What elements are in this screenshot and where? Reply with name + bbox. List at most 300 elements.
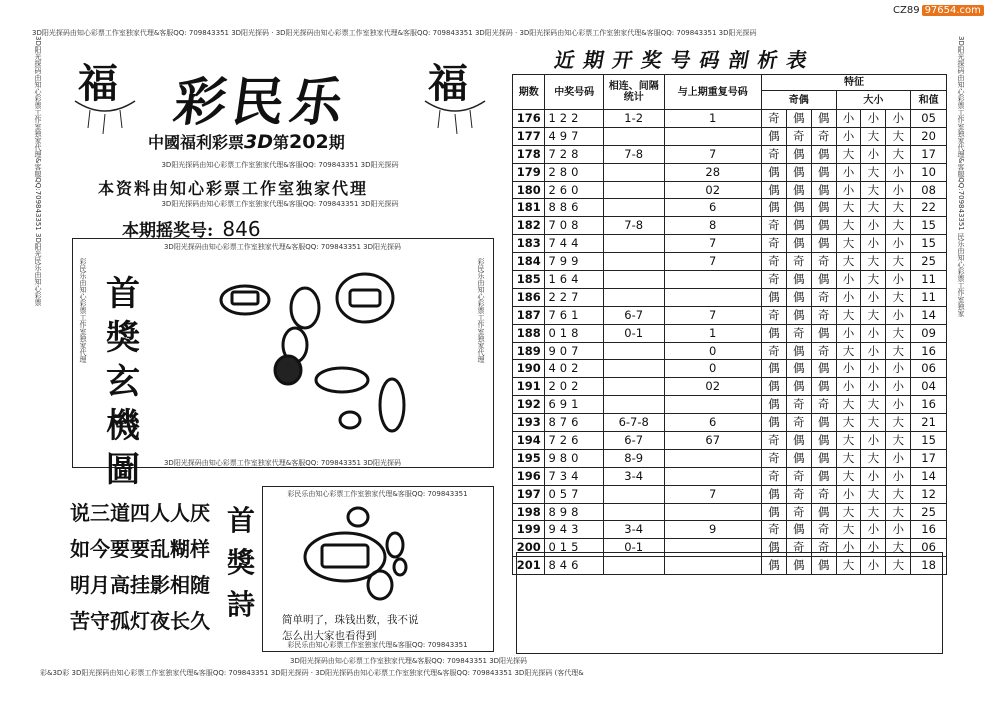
cell-big-small: 小 bbox=[861, 217, 886, 235]
cell-issue: 190 bbox=[513, 360, 545, 378]
table-row bbox=[513, 253, 947, 271]
bottom-watermark: 彩&3D彩 3D阳光探码由知心彩票工作室独家代理&客服QQ: 709843351 3D阳光探码 · 3D阳光探码由知心彩票工作室独家代理&客服QQ: 709843351 3D阳光探码 (客代理& bbox=[40, 669, 584, 677]
cell-number: 980 bbox=[545, 449, 603, 467]
cell-sum: 08 bbox=[911, 181, 947, 199]
cell-sum: 15 bbox=[911, 217, 947, 235]
cell-number: 744 bbox=[545, 235, 603, 253]
cell-sum: 14 bbox=[911, 467, 947, 485]
cell-number: 122 bbox=[545, 110, 603, 128]
cell-odd-even: 奇 bbox=[786, 396, 811, 414]
cell-big-small: 大 bbox=[886, 503, 911, 521]
table-row bbox=[513, 127, 947, 145]
table-row bbox=[513, 485, 947, 503]
cell-repeat: 7 bbox=[664, 145, 761, 163]
header-big-small: 大小 bbox=[836, 91, 911, 110]
cell-odd-even: 奇 bbox=[761, 432, 786, 450]
cell-adjacent bbox=[603, 253, 664, 271]
cell-issue: 196 bbox=[513, 467, 545, 485]
issue-number: 202 bbox=[289, 131, 329, 153]
cell-repeat bbox=[664, 288, 761, 306]
brand-title: 彩民乐 bbox=[170, 72, 353, 133]
lantern-tassel-right-icon bbox=[420, 96, 490, 136]
cell-adjacent: 6-7 bbox=[603, 432, 664, 450]
cell-big-small: 小 bbox=[861, 521, 886, 539]
cell-sum: 17 bbox=[911, 145, 947, 163]
cell-number: 015 bbox=[545, 539, 603, 557]
issue-mid: 第 bbox=[273, 133, 290, 152]
cell-odd-even: 偶 bbox=[811, 449, 836, 467]
cell-adjacent bbox=[603, 235, 664, 253]
cell-big-small: 大 bbox=[836, 306, 861, 324]
cell-odd-even: 奇 bbox=[761, 467, 786, 485]
cell-odd-even: 偶 bbox=[811, 217, 836, 235]
cell-odd-even: 偶 bbox=[786, 110, 811, 128]
cell-repeat: 7 bbox=[664, 235, 761, 253]
cell-repeat bbox=[664, 503, 761, 521]
cell-big-small: 小 bbox=[836, 539, 861, 557]
puzzle-title-char: 機 bbox=[106, 406, 140, 446]
cell-odd-even: 奇 bbox=[786, 485, 811, 503]
cell-big-small: 小 bbox=[886, 181, 911, 199]
poem-lines bbox=[70, 495, 210, 639]
cell-big-small: 大 bbox=[836, 414, 861, 432]
cell-odd-even: 偶 bbox=[761, 396, 786, 414]
cell-big-small: 小 bbox=[886, 521, 911, 539]
cell-adjacent bbox=[603, 396, 664, 414]
cell-odd-even: 偶 bbox=[811, 360, 836, 378]
draw-number-value: 846 bbox=[222, 217, 261, 241]
header-odd-even: 奇偶 bbox=[761, 91, 836, 110]
cell-repeat bbox=[664, 449, 761, 467]
poem-line: 明月高挂影相随 bbox=[70, 573, 210, 597]
cell-odd-even: 偶 bbox=[786, 360, 811, 378]
cell-repeat: 7 bbox=[664, 253, 761, 271]
cell-big-small: 小 bbox=[836, 324, 861, 342]
puzzle-title-char: 首 bbox=[106, 274, 140, 314]
cell-number: 728 bbox=[545, 145, 603, 163]
table-row bbox=[513, 235, 947, 253]
cell-big-small: 大 bbox=[861, 253, 886, 271]
cell-big-small: 大 bbox=[886, 414, 911, 432]
cell-big-small: 大 bbox=[886, 217, 911, 235]
table-row bbox=[513, 521, 947, 539]
cell-odd-even: 奇 bbox=[786, 503, 811, 521]
cell-issue: 188 bbox=[513, 324, 545, 342]
cell-big-small: 小 bbox=[861, 557, 886, 575]
cell-adjacent bbox=[603, 485, 664, 503]
cell-sum: 15 bbox=[911, 432, 947, 450]
cell-big-small: 小 bbox=[836, 127, 861, 145]
cell-sum: 18 bbox=[911, 557, 947, 575]
cell-adjacent: 6-7-8 bbox=[603, 414, 664, 432]
cell-big-small: 大 bbox=[861, 271, 886, 289]
cell-sum: 16 bbox=[911, 521, 947, 539]
draw-number-label: 本期摇奖号: bbox=[122, 221, 214, 241]
table-body bbox=[513, 110, 947, 575]
table-row bbox=[513, 414, 947, 432]
cell-repeat: 67 bbox=[664, 432, 761, 450]
cell-issue: 178 bbox=[513, 145, 545, 163]
cell-big-small: 小 bbox=[886, 449, 911, 467]
cell-big-small: 小 bbox=[836, 181, 861, 199]
cell-odd-even: 偶 bbox=[761, 378, 786, 396]
cell-issue: 179 bbox=[513, 163, 545, 181]
cell-sum: 12 bbox=[911, 485, 947, 503]
cell-big-small: 小 bbox=[886, 306, 911, 324]
table-row bbox=[513, 163, 947, 181]
header-feature: 特征 bbox=[761, 75, 946, 91]
cell-repeat: 6 bbox=[664, 414, 761, 432]
table-row bbox=[513, 199, 947, 217]
header-sum: 和值 bbox=[911, 91, 947, 110]
poem-note bbox=[282, 612, 419, 644]
cell-issue: 182 bbox=[513, 217, 545, 235]
cell-odd-even: 偶 bbox=[786, 342, 811, 360]
cell-issue: 197 bbox=[513, 485, 545, 503]
cell-big-small: 小 bbox=[886, 467, 911, 485]
issue-suffix: 期 bbox=[328, 133, 345, 152]
table-row bbox=[513, 181, 947, 199]
cell-odd-even: 奇 bbox=[761, 449, 786, 467]
cell-odd-even: 偶 bbox=[761, 414, 786, 432]
cell-odd-even: 偶 bbox=[761, 539, 786, 557]
cell-big-small: 大 bbox=[861, 503, 886, 521]
cell-sum: 09 bbox=[911, 324, 947, 342]
cell-odd-even: 奇 bbox=[761, 110, 786, 128]
cell-adjacent: 0-1 bbox=[603, 324, 664, 342]
cell-sum: 06 bbox=[911, 360, 947, 378]
cell-adjacent bbox=[603, 271, 664, 289]
cell-adjacent: 3-4 bbox=[603, 467, 664, 485]
poem-line: 如今要要乱糊样 bbox=[70, 537, 210, 561]
table-row bbox=[513, 503, 947, 521]
cell-big-small: 大 bbox=[886, 485, 911, 503]
cell-issue: 180 bbox=[513, 181, 545, 199]
cell-adjacent bbox=[603, 342, 664, 360]
cell-big-small: 大 bbox=[886, 253, 911, 271]
header-repeat: 与上期重复号码 bbox=[664, 75, 761, 110]
table-row bbox=[513, 110, 947, 128]
cell-odd-even: 奇 bbox=[761, 235, 786, 253]
cell-odd-even: 偶 bbox=[761, 163, 786, 181]
cell-odd-even: 偶 bbox=[761, 557, 786, 575]
cell-big-small: 小 bbox=[886, 378, 911, 396]
cell-big-small: 小 bbox=[886, 396, 911, 414]
cell-big-small: 大 bbox=[836, 217, 861, 235]
table-title: 近期开奖号码剖析表 bbox=[552, 48, 818, 72]
cell-issue: 186 bbox=[513, 288, 545, 306]
cell-repeat bbox=[664, 467, 761, 485]
cell-odd-even: 偶 bbox=[811, 110, 836, 128]
cell-issue: 181 bbox=[513, 199, 545, 217]
cell-sum: 05 bbox=[911, 110, 947, 128]
cell-adjacent bbox=[603, 503, 664, 521]
cell-odd-even: 奇 bbox=[761, 271, 786, 289]
cell-number: 497 bbox=[545, 127, 603, 145]
cell-sum: 21 bbox=[911, 414, 947, 432]
cell-big-small: 大 bbox=[836, 449, 861, 467]
inner-watermark-3: 3D阳光探码由知心彩票工作室独家代理&客服QQ: 709843351 3D阳光探码 bbox=[163, 243, 402, 251]
cell-odd-even: 奇 bbox=[761, 521, 786, 539]
cell-big-small: 小 bbox=[861, 288, 886, 306]
cell-big-small: 小 bbox=[861, 378, 886, 396]
cell-repeat: 1 bbox=[664, 324, 761, 342]
cell-big-small: 大 bbox=[861, 396, 886, 414]
cell-repeat: 02 bbox=[664, 181, 761, 199]
cell-big-small: 大 bbox=[836, 432, 861, 450]
inner-watermark-2: 3D阳光探码由知心彩票工作室独家代理&客服QQ: 709843351 3D阳光探码 bbox=[161, 200, 399, 208]
cell-odd-even: 偶 bbox=[786, 145, 811, 163]
cell-issue: 177 bbox=[513, 127, 545, 145]
cell-big-small: 小 bbox=[861, 360, 886, 378]
cell-big-small: 小 bbox=[886, 163, 911, 181]
inner-watermark-1: 3D阳光探码由知心彩票工作室独家代理&客服QQ: 709843351 3D阳光探码 bbox=[161, 161, 399, 169]
cell-repeat: 7 bbox=[664, 485, 761, 503]
cell-adjacent: 6-7 bbox=[603, 306, 664, 324]
cell-big-small: 小 bbox=[861, 324, 886, 342]
cell-number: 260 bbox=[545, 181, 603, 199]
cell-sum: 14 bbox=[911, 306, 947, 324]
cell-issue: 189 bbox=[513, 342, 545, 360]
lantern-tassel-left-icon bbox=[70, 96, 140, 136]
poem-note-line: 怎么出大家也看得到 bbox=[282, 630, 377, 642]
cell-odd-even: 偶 bbox=[811, 503, 836, 521]
cell-odd-even: 偶 bbox=[811, 378, 836, 396]
cell-number: 280 bbox=[545, 163, 603, 181]
cell-big-small: 大 bbox=[886, 557, 911, 575]
cell-number: 708 bbox=[545, 217, 603, 235]
cell-odd-even: 奇 bbox=[786, 253, 811, 271]
cell-big-small: 大 bbox=[836, 467, 861, 485]
cell-repeat bbox=[664, 127, 761, 145]
cell-odd-even: 偶 bbox=[811, 414, 836, 432]
cell-adjacent bbox=[603, 378, 664, 396]
cell-repeat bbox=[664, 396, 761, 414]
cell-odd-even: 奇 bbox=[761, 253, 786, 271]
cell-issue: 201 bbox=[513, 557, 545, 575]
inner-side-watermark-a: 彩民乐由知心彩票工作室独家代理 bbox=[79, 258, 87, 363]
cell-odd-even: 偶 bbox=[811, 557, 836, 575]
cell-odd-even: 奇 bbox=[811, 306, 836, 324]
cell-big-small: 小 bbox=[861, 110, 886, 128]
cell-issue: 184 bbox=[513, 253, 545, 271]
cell-issue: 185 bbox=[513, 271, 545, 289]
cell-odd-even: 奇 bbox=[811, 521, 836, 539]
cell-issue: 191 bbox=[513, 378, 545, 396]
site-badge bbox=[893, 5, 984, 16]
cell-big-small: 小 bbox=[861, 145, 886, 163]
cell-odd-even: 奇 bbox=[811, 253, 836, 271]
cell-number: 402 bbox=[545, 360, 603, 378]
cell-sum: 16 bbox=[911, 342, 947, 360]
cell-odd-even: 偶 bbox=[811, 432, 836, 450]
cell-big-small: 大 bbox=[886, 199, 911, 217]
cell-odd-even: 偶 bbox=[761, 485, 786, 503]
table-row bbox=[513, 449, 947, 467]
cell-big-small: 小 bbox=[861, 235, 886, 253]
cell-big-small: 大 bbox=[836, 342, 861, 360]
cell-adjacent: 0-1 bbox=[603, 539, 664, 557]
cell-big-small: 大 bbox=[886, 127, 911, 145]
cell-adjacent bbox=[603, 360, 664, 378]
cell-issue: 199 bbox=[513, 521, 545, 539]
cell-repeat bbox=[664, 271, 761, 289]
cell-issue: 200 bbox=[513, 539, 545, 557]
cell-repeat: 0 bbox=[664, 342, 761, 360]
cell-big-small: 大 bbox=[861, 306, 886, 324]
cell-repeat: 6 bbox=[664, 199, 761, 217]
cell-odd-even: 偶 bbox=[761, 360, 786, 378]
cell-odd-even: 偶 bbox=[761, 181, 786, 199]
cell-big-small: 大 bbox=[836, 521, 861, 539]
cell-number: 799 bbox=[545, 253, 603, 271]
cell-odd-even: 奇 bbox=[786, 324, 811, 342]
cell-sum: 25 bbox=[911, 253, 947, 271]
cell-issue: 198 bbox=[513, 503, 545, 521]
cell-big-small: 小 bbox=[861, 342, 886, 360]
header-adjacent: 相连、间隔统计 bbox=[603, 75, 664, 110]
cell-odd-even: 奇 bbox=[786, 414, 811, 432]
cell-big-small: 小 bbox=[886, 271, 911, 289]
table-row bbox=[513, 145, 947, 163]
cell-big-small: 大 bbox=[836, 503, 861, 521]
table-row bbox=[513, 396, 947, 414]
cell-big-small: 大 bbox=[861, 127, 886, 145]
cell-odd-even: 偶 bbox=[786, 235, 811, 253]
cell-number: 018 bbox=[545, 324, 603, 342]
cell-odd-even: 偶 bbox=[761, 288, 786, 306]
cell-big-small: 大 bbox=[886, 539, 911, 557]
cell-odd-even: 奇 bbox=[811, 396, 836, 414]
left-watermark: 3D阳光探码由知心彩票工作室独家代理&客服QQ:709843351 3D阳光民乐由知心彩票 bbox=[34, 36, 42, 306]
right-watermark: 3D阳光探码由知心彩票工作室独家代理&客服QQ:709843351 民乐由知心彩票工作室独家 bbox=[957, 36, 965, 317]
cell-odd-even: 偶 bbox=[786, 271, 811, 289]
cell-odd-even: 奇 bbox=[786, 127, 811, 145]
cell-odd-even: 奇 bbox=[786, 539, 811, 557]
cell-big-small: 小 bbox=[886, 360, 911, 378]
table-row bbox=[513, 360, 947, 378]
table-row bbox=[513, 306, 947, 324]
cell-big-small: 小 bbox=[836, 271, 861, 289]
cell-sum: 11 bbox=[911, 271, 947, 289]
inner-watermark-6: 彩民乐由知心彩票工作室独家代理&客服QQ: 709843351 bbox=[287, 641, 468, 649]
cell-odd-even: 偶 bbox=[761, 503, 786, 521]
table-row bbox=[513, 324, 947, 342]
poem-drawing-icon bbox=[300, 505, 420, 605]
cell-odd-even: 偶 bbox=[786, 181, 811, 199]
poem-title-char: 詩 bbox=[226, 588, 255, 621]
puzzle-title bbox=[103, 272, 143, 492]
issue-prefix: 中國福利彩票 bbox=[148, 133, 245, 152]
table-row bbox=[513, 342, 947, 360]
puzzle-title-char: 圖 bbox=[106, 450, 140, 490]
cell-sum: 20 bbox=[911, 127, 947, 145]
cell-big-small: 小 bbox=[836, 163, 861, 181]
cell-big-small: 小 bbox=[861, 539, 886, 557]
cell-odd-even: 偶 bbox=[811, 324, 836, 342]
cell-big-small: 大 bbox=[836, 199, 861, 217]
cell-number: 734 bbox=[545, 467, 603, 485]
cell-big-small: 大 bbox=[861, 414, 886, 432]
cell-big-small: 小 bbox=[836, 360, 861, 378]
poem-title bbox=[225, 500, 257, 626]
cell-odd-even: 偶 bbox=[786, 163, 811, 181]
cell-issue: 183 bbox=[513, 235, 545, 253]
cell-odd-even: 偶 bbox=[811, 199, 836, 217]
cell-odd-even: 偶 bbox=[811, 145, 836, 163]
issue-line bbox=[148, 130, 345, 153]
cell-sum: 25 bbox=[911, 503, 947, 521]
cell-odd-even: 奇 bbox=[786, 467, 811, 485]
cell-odd-even: 奇 bbox=[761, 217, 786, 235]
cell-big-small: 大 bbox=[861, 163, 886, 181]
cell-number: 846 bbox=[545, 557, 603, 575]
cell-repeat: 02 bbox=[664, 378, 761, 396]
cell-repeat: 7 bbox=[664, 306, 761, 324]
cell-odd-even: 偶 bbox=[786, 306, 811, 324]
cell-number: 876 bbox=[545, 414, 603, 432]
cell-odd-even: 偶 bbox=[786, 199, 811, 217]
cell-sum: 15 bbox=[911, 235, 947, 253]
cell-adjacent bbox=[603, 288, 664, 306]
cell-sum: 06 bbox=[911, 539, 947, 557]
issue-3d: 3D bbox=[244, 131, 274, 153]
cell-adjacent: 8-9 bbox=[603, 449, 664, 467]
cell-big-small: 大 bbox=[836, 396, 861, 414]
cell-big-small: 大 bbox=[861, 449, 886, 467]
cell-number: 886 bbox=[545, 199, 603, 217]
cell-big-small: 小 bbox=[886, 110, 911, 128]
cell-issue: 193 bbox=[513, 414, 545, 432]
cell-issue: 176 bbox=[513, 110, 545, 128]
cell-big-small: 大 bbox=[836, 557, 861, 575]
cell-odd-even: 偶 bbox=[761, 324, 786, 342]
cell-big-small: 小 bbox=[836, 110, 861, 128]
cell-odd-even: 奇 bbox=[811, 127, 836, 145]
cell-number: 691 bbox=[545, 396, 603, 414]
poem-line: 苦守孤灯夜长久 bbox=[70, 609, 210, 633]
cell-sum: 11 bbox=[911, 288, 947, 306]
cell-number: 726 bbox=[545, 432, 603, 450]
cell-number: 164 bbox=[545, 271, 603, 289]
puzzle-title-char: 玄 bbox=[106, 362, 140, 402]
cell-repeat: 28 bbox=[664, 163, 761, 181]
cell-odd-even: 偶 bbox=[811, 271, 836, 289]
inner-side-watermark-b: 彩民乐由知心彩票工作室独家代理 bbox=[477, 258, 485, 363]
puzzle-title-char: 獎 bbox=[106, 318, 140, 358]
site-badge-prefix: CZ89 bbox=[893, 5, 920, 16]
top-watermark: 3D阳光探码由知心彩票工作室独家代理&客服QQ: 709843351 3D阳光探码 · 3D阳光探码由知心彩票工作室独家代理&客服QQ: 709843351 3D阳光探码 · 3D阳光探码由知心彩票工作室独家代理&客服QQ: 709843351 3D阳光探码 bbox=[32, 29, 757, 37]
cell-adjacent bbox=[603, 181, 664, 199]
cell-adjacent bbox=[603, 127, 664, 145]
cell-number: 943 bbox=[545, 521, 603, 539]
poem-title-char: 首 bbox=[226, 504, 255, 537]
fu-right: 福 bbox=[428, 60, 468, 107]
fu-left: 福 bbox=[78, 60, 118, 107]
cell-odd-even: 偶 bbox=[761, 199, 786, 217]
cell-odd-even: 偶 bbox=[786, 449, 811, 467]
cell-big-small: 小 bbox=[836, 378, 861, 396]
inner-watermark-4: 3D阳光探码由知心彩票工作室独家代理&客服QQ: 709843351 3D阳光探码 bbox=[163, 459, 402, 467]
cell-odd-even: 奇 bbox=[811, 539, 836, 557]
cell-issue: 192 bbox=[513, 396, 545, 414]
cell-number: 761 bbox=[545, 306, 603, 324]
cell-odd-even: 奇 bbox=[811, 288, 836, 306]
cell-big-small: 大 bbox=[861, 485, 886, 503]
cell-adjacent: 7-8 bbox=[603, 145, 664, 163]
cell-issue: 195 bbox=[513, 449, 545, 467]
cell-odd-even: 偶 bbox=[811, 163, 836, 181]
